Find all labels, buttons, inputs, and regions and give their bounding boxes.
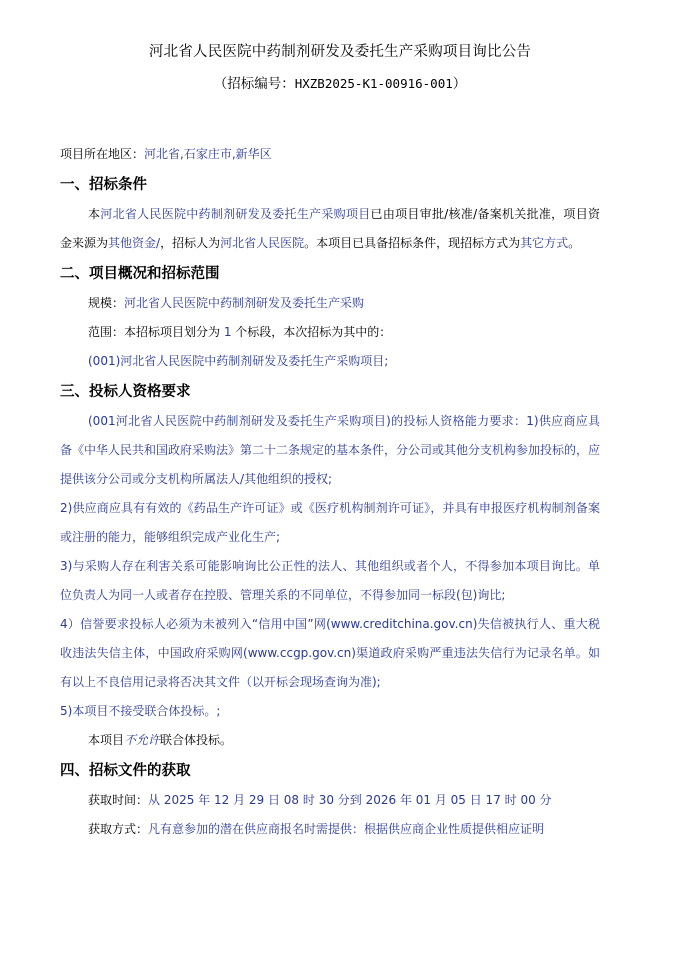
bid-number-suffix: ） — [452, 76, 467, 92]
project-name: 河北省人民医院中药制剂研发及委托生产采购项目 — [100, 207, 371, 221]
text-fragment: 的投标人资格能力要求：1)供应商应具备《中华人民共和国政府采购法》第二十二条规定的基本条件，分公司或其他分支机构参加投标的，应提供该分公司或分支机构所属法人/其他组织的授权; — [60, 414, 601, 486]
section-heading-1: 一、招标条件 — [60, 177, 147, 193]
project-scope — [60, 318, 600, 347]
lot-reference: (001河北省人民医院中药制剂研发及委托生产采购项目) — [88, 414, 391, 428]
text-fragment: ，招标人为 — [160, 236, 221, 250]
acquisition-time — [60, 786, 600, 815]
time-value: 从 2025 年 12 月 29 日 08 时 30 分到 2026 年 01 月 05 日 17 时 00 分 — [148, 793, 552, 807]
qualification-paragraph-4: 4）信誉要求投标人必须为未被列入“信用中国”网(www.creditchina.gov.cn)失信被执行人、重大税收违法失信主体，中国政府采购网(www.ccgp.gov.cn)渠道政府采购严重违法失信行为记录名单。如有以上不良信用记录将否决其文件（以开标会现场查询为准); — [60, 617, 600, 689]
section-heading-3: 三、投标人资格要求 — [60, 384, 191, 400]
region-value: 河北省,石家庄市,新华区 — [144, 147, 272, 161]
scale-label: 规模： — [88, 296, 125, 310]
document-body — [60, 140, 600, 844]
text-fragment: 本项目 — [88, 733, 125, 747]
tenderer-name: 河北省人民医院 — [220, 236, 305, 250]
text-fragment: 本 — [88, 207, 101, 221]
project-region — [60, 140, 600, 169]
lot-count: 1 — [223, 325, 232, 339]
scale-value: 河北省人民医院中药制剂研发及委托生产采购 — [124, 296, 365, 310]
text-fragment: 。本项目已具备招标条件，现招标方式为 — [304, 236, 521, 250]
acquisition-method — [60, 815, 600, 844]
qualification-paragraph-5: 5)本项目不接受联合体投标。; — [60, 704, 221, 718]
method-label: 获取方式： — [88, 822, 149, 836]
tender-method: 其它方式 — [520, 236, 569, 250]
text-fragment: 。 — [568, 236, 581, 250]
bid-number-prefix: （招标编号： — [213, 76, 295, 92]
text-fragment: 范围：本招标项目划分为 — [88, 325, 224, 339]
lot-item: (001)河北省人民医院中药制剂研发及委托生产采购项目; — [88, 354, 389, 368]
section-heading-2: 二、项目概况和招标范围 — [60, 266, 220, 282]
text-fragment: 个标段，本次招标为其中的： — [231, 325, 392, 339]
method-value: 凡有意参加的潜在供应商报名时需提供：根据供应商企业性质提供相应证明 — [148, 822, 545, 836]
project-scale — [60, 289, 600, 318]
bid-number-code: HXZB2025-K1-00916-001 — [294, 76, 453, 91]
qualification-paragraph-2: 2)供应商应具有有效的《药品生产许可证》或《医疗机构制剂许可证》，并具有申报医疗机构制剂备案或注册的能力，能够组织完成产业化生产; — [60, 501, 600, 544]
text-fragment: 已由项目审批/核准/备案机关批准，项目资金来源为 — [60, 207, 600, 250]
text-fragment: 联合体投标。 — [160, 733, 233, 747]
consortium-value: 不允许 — [124, 733, 161, 747]
funding-source: 其他资金/ — [108, 236, 161, 250]
time-label: 获取时间： — [88, 793, 149, 807]
consortium-statement — [60, 726, 600, 755]
bid-number — [0, 72, 680, 92]
section-heading-4: 四、招标文件的获取 — [60, 763, 191, 779]
page-title: 河北省人民医院中药制剂研发及委托生产采购项目询比公告 — [148, 44, 532, 60]
region-label: 项目所在地区： — [60, 147, 145, 161]
qualification-paragraph-3: 3)与采购人存在利害关系可能影响询比公正性的法人、其他组织或者个人，不得参加本项目询比。单位负责人为同一人或者存在控股、管理关系的不同单位，不得参加同一标段(包)询比; — [60, 559, 600, 602]
tender-conditions-paragraph — [60, 200, 600, 258]
qualification-paragraph-1 — [60, 407, 600, 494]
